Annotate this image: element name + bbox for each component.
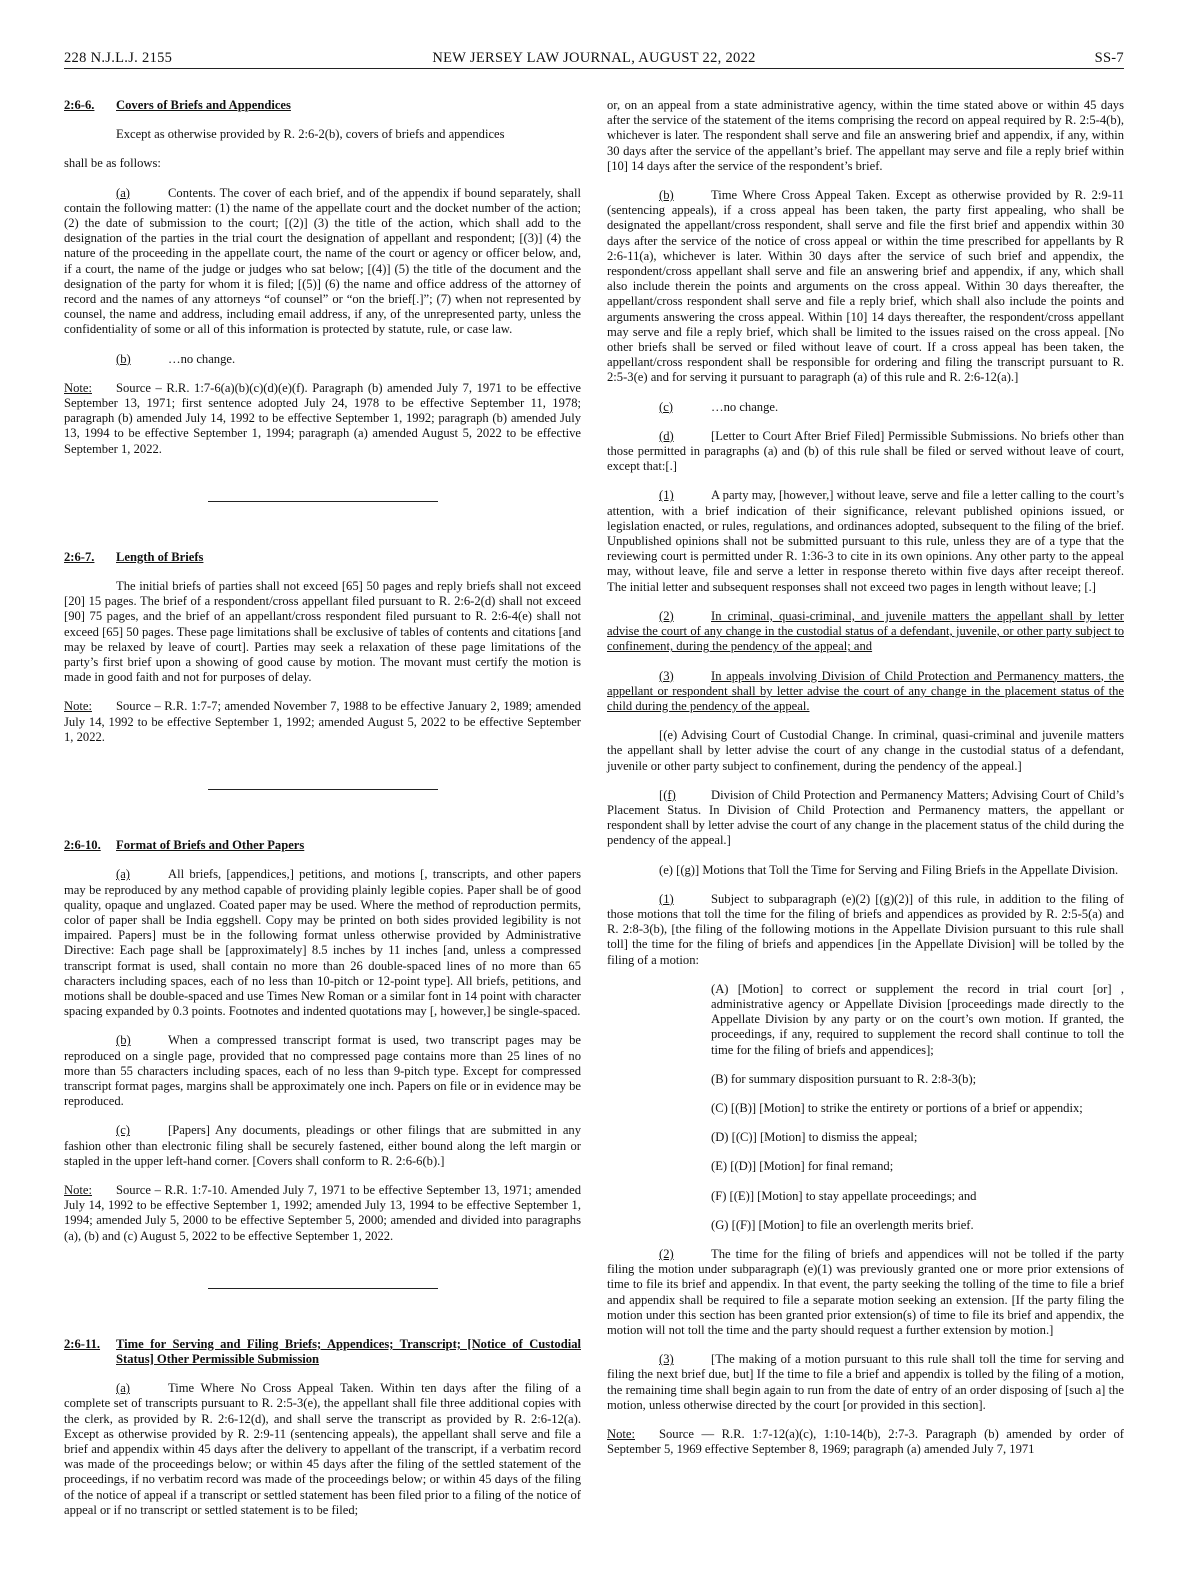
paragraph-d-2: (2) In criminal, quasi-criminal, and juvenile matters the appellant shall by letter advise the court of any change in the custodial status of a defendant, juvenile, or other party subject to confinement, during the pendency of the appeal; and xyxy=(607,608,1124,654)
left-column xyxy=(64,98,581,1532)
paragraph-c: (c) …no change. xyxy=(659,399,779,414)
page-header xyxy=(64,50,1124,69)
paragraph-e-deleted: [(e) Advising Court of Custodial Change. In criminal, quasi-criminal and juvenile matters the appellant shall by letter advise the court of any change in the custodial status of a defendant, juvenile or other party subject to confinement, during the pendency of the appeal.] xyxy=(607,728,1124,773)
header-page-number: SS-7 xyxy=(1094,50,1124,66)
section-intro-continued: shall be as follows: xyxy=(64,156,161,171)
paragraph-b: (b) …no change. xyxy=(116,351,236,366)
paragraph-d: (d) [Letter to Court After Brief Filed] Permissible Submissions. No briefs other than those permitted in paragraphs (a) and (b) of this rule shall be filed or served without leave of court, except that:[.] xyxy=(607,428,1124,474)
paragraph-f-deleted: [(f) Division of Child Protection and Permanency Matters; Advising Court of Child’s Placement Status. In Division of Child Protection and Permanency matters, the appellant or respondent shall by letter advise the court of any change in the placement status of the child during the pendency of the appeal.] xyxy=(607,787,1124,848)
paragraph-d-1: (1) A party may, [however,] without leave, serve and file a letter calling to the court’s attention, with a brief indication of their significance, relevant published opinions issued, or legislation enacted, or rules, regulations, and ordinances adopted, subsequent to the filing of the brief. Unpublished opinions shall not be submitted pursuant to this rule, unless they are of a type that the reviewing court is permitted under R. 1:36-3 to cite in its own opinions. Any other party to the appeal may, without leave, file and serve a letter in response thereto within five days after receipt thereof. The initial letter and subsequent responses shall not exceed two pages in length without leave; [.] xyxy=(607,488,1124,594)
section-note: Note: Source – R.R. 1:7-10. Amended July 7, 1971 to be effective September 13, 1971; amended July 14, 1992 to be effective September 1, 1992; amended July 13, 1994 to be effective September 1, 1994; amended July 5, 2000 to be effective September 5, 2000; amended and divided into paragraphs (a), (b) and (c) August 5, 2022 to be effective September 1, 2022. xyxy=(64,1182,581,1243)
list-item: (D) [(C)] [Motion] to dismiss the appeal; xyxy=(711,1130,918,1145)
list-item: (A) [Motion] to correct or supplement the record in trial court [or] , administrative agency or Appellate Division [proceedings made directly to the Appellate Division by any party or on the court’s own motion. If granted, the proceedings, if any, required to supplement the record shall continue to toll the time for the filing of briefs and appendices]; xyxy=(711,981,1124,1057)
paragraph-e-3: (3) [The making of a motion pursuant to this rule shall toll the time for serving and filing the next brief due, but] If the time to file a brief and appendix is tolled by the filing of a motion, the remaining time shall begin again to run from the date of entry of an order disposing of [such a] the motion, unless otherwise directed by the court [or provided in this section]. xyxy=(607,1352,1124,1412)
section-divider xyxy=(208,1288,438,1289)
paragraph-e-heading: (e) [(g)] Motions that Toll the Time for Serving and Filing Briefs in the Appellate Division. xyxy=(659,862,1119,877)
section-heading-2-6-10: 2:6-10. Format of Briefs and Other Papers xyxy=(64,838,305,853)
paragraph-d-3: (3) In appeals involving Division of Child Protection and Permanency matters, the appellant or respondent shall by letter advise the court of any change in the placement status of the child during the pendency of the appeal. xyxy=(607,668,1124,713)
header-publication: NEW JERSEY LAW JOURNAL, AUGUST 22, 2022 xyxy=(432,50,756,66)
section-note: Note: Source – R.R. 1:7-6(a)(b)(c)(d)(e)(f). Paragraph (b) amended July 7, 1971 to be effective September 13, 1971; first sentence adopted July 24, 1978 to be effective September 11, 1978; paragraph (b) amended July 14, 1992 to be effective September 1, 1992; paragraph (b) amended July 13, 1994 to be effective September 1, 1994; paragraph (a) amended August 5, 2022 to be effective September 1, 2022. xyxy=(64,380,581,456)
list-item: (F) [(E)] [Motion] to stay appellate proceedings; and xyxy=(711,1188,977,1203)
paragraph-a-continued: or, on an appeal from a state administrative agency, within the time stated above or within 45 days after the service of the statement of the items comprising the record on appeal required by R. 2:5-4(b), whichever is later. The respondent shall serve and file an answering brief and appendix, if any, within 30 days after the service of the appellant’s brief. The appellant may serve and file a reply brief within [10] 14 days after the service of the respondent’s brief. xyxy=(607,98,1124,173)
section-heading-2-6-7: 2:6-7. Length of Briefs xyxy=(64,549,204,564)
section-heading-2-6-11: 2:6-11. Time for Serving and Filing Briefs; Appendices; Transcript; [Notice of Custodial Status] Other Permissible Submission xyxy=(64,1336,581,1366)
paragraph-a: (a) Contents. The cover of each brief, and of the appendix if bound separately, shall contain the following matter: (1) the name of the appellate court and the docket number of the action; (2) the date of submission to the court; [(2)] (3) the title of the action, which shall add to the designation of the parties in the trial court the designation of appellant and respondent; [(3)] (4) the nature of the proceeding in the appellate court, the name of the court or agency or officer below, and, if a court, the name of the judge or judges who sat below; [(4)] (5) the title of the document and the designation of the party for whom it is filed; [(5)] (6) the name and office address of the attorney of record and the names of any attorneys “of counsel” or “on the brief[.]”; (7) when not represented by counsel, the name and address, including email address, if any, of the unrepresented party, unless the confidentiality of some or all of this information is protected by statute, rule, or case law. xyxy=(64,185,581,337)
paragraph-a: (a) Time Where No Cross Appeal Taken. Within ten days after the filing of a complete set of transcripts pursuant to R. 2:5-3(e), the appellant shall file three additional copies with the clerk, as provided by R. 2:6-12(d), and shall serve the transcript as provided by R. 2:6-12(a). Except as otherwise provided by R. 2:9-11 (sentencing appeals), the appellant shall serve and file a brief and appendix within 45 days after the delivery to appellant of the transcript, if a verbatim record was made of the proceedings below; or within 45 days after the filing of the settled statement of the proceedings, if no verbatim record was made of the proceedings below; or within 45 days of the filing of the notice of appeal if a transcript or settled statement has been filed prior to a filing of the notice of appeal or if no transcript or settled statement is to be filed; xyxy=(64,1381,581,1517)
paragraph-e-2: (2) The time for the filing of briefs and appendices will not be tolled if the party filing the motion under subparagraph (e)(1) was previously granted one or more prior extensions of time to file its brief and appendix. In that event, the party seeking the tolling of the time to file a brief and appendix shall be required to file a separate motion seeking an extension. [If the party filing the motion under this section has been granted prior extension(s) of time to file its brief and appendix, the motion will not toll the time and the party should request a further extension by motion.] xyxy=(607,1246,1124,1337)
header-citation: 228 N.J.L.J. 2155 xyxy=(64,50,173,66)
section-heading-2-6-6: 2:6-6. Covers of Briefs and Appendices xyxy=(64,98,291,112)
paragraph-b: (b) When a compressed transcript format is used, two transcript pages may be reproduced on a single page, provided that no compressed page contains more than 25 lines of no more than 55 characters including spaces, each of no less than 9-pitch type. Except for compressed transcript format pages, margins shall be approximately one inch. Papers on file or in evidence may be reproduced. xyxy=(64,1033,581,1109)
section-divider xyxy=(208,789,438,790)
list-item: (C) [(B)] [Motion] to strike the entirety or portions of a brief or appendix; xyxy=(711,1100,1083,1115)
list-item: (B) for summary disposition pursuant to R. 2:8-3(b); xyxy=(711,1071,977,1086)
paragraph-e-1: (1) Subject to subparagraph (e)(2) [(g)(2)] of this rule, in addition to the filing of those motions that toll the time for the filing of briefs and appendices as provided by R. 2:5-5(a) and R. 2:8-3(b), [the filing of the following motions in the Appellate Division pursuant to this rule shall toll] the time for the filing of briefs and appendices [in the Appellate Division] will be tolled by the filing of a motion: xyxy=(607,891,1124,967)
section-intro: Except as otherwise provided by R. 2:6-2(b), covers of briefs and appendices xyxy=(116,127,505,142)
list-item: (G) [(F)] [Motion] to file an overlength merits brief. xyxy=(711,1217,974,1232)
paragraph-c: (c) [Papers] Any documents, pleadings or other filings that are submitted in any fashion other than electronic filing shall be securely fastened, either bound along the left margin or stapled in the upper left-hand corner. [Covers shall conform to R. 2:6-6(b).] xyxy=(64,1123,581,1168)
section-note: Note: Source — R.R. 1:7-12(a)(c), 1:10-14(b), 2:7-3. Paragraph (b) amended by order of September 5, 1969 effective September 8, 1969; paragraph (a) amended July 7, 1971 xyxy=(607,1427,1124,1457)
section-note: Note: Source – R.R. 1:7-7; amended November 7, 1988 to be effective January 2, 1989; amended July 14, 1992 to be effective September 1, 1992; amended August 5, 2022 to be effective September 1, 2022. xyxy=(64,699,581,744)
list-item: (E) [(D)] [Motion] for final remand; xyxy=(711,1159,894,1174)
section-divider xyxy=(208,501,438,502)
right-column xyxy=(607,98,1124,1471)
paragraph-b: (b) Time Where Cross Appeal Taken. Except as otherwise provided by R. 2:9-11 (sentencing appeals), if a cross appeal has been taken, the party first appealing, who shall be designated the appellant/cross respondent, shall serve and file the first brief and appendix within 30 days after the service of the notice of cross appeal or within the time prescribed for appellants by R 2:6-11(a), whichever is later. Within 30 days after the service of such brief and appendix, the respondent/cross appellant shall serve and file an answering brief and appendix, if any, which shall also include therein the points and arguments on the cross appeal. Within 30 days thereafter, the appellant/cross respondent shall serve and file a reply brief, which shall also include the points and arguments answering the cross appeal. Within [10] 14 days thereafter, the respondent/cross appellant may serve and file a reply brief, which shall be limited to the issues raised on the cross appeal. [No other briefs shall be served or filed without leave of court. If a cross appeal has been taken, the appellant/cross respondent shall be responsible for ordering and filing the transcript pursuant to R. 2:5-3(e) and for serving it pursuant to paragraph (a) of this rule and R. 2:6-12(a).] xyxy=(607,188,1124,385)
section-body: The initial briefs of parties shall not exceed [65] 50 pages and reply briefs shall not exceed [20] 15 pages. The brief of a respondent/cross appellant filed pursuant to R. 2:6-2(d) shall not exceed [90] 75 pages, and the brief of an appellant/cross respondent filed pursuant to R. 2:6-4(e) shall not exceed [65] 50 pages. These page limitations shall be exclusive of tables of contents and citations [and may be relaxed by leave of court]. Parties may seek a relaxation of these page limitations of the party’s first brief upon a showing of good cause by motion. The movant must certify the motion is made in good faith and not for purposes of delay. xyxy=(64,579,582,685)
paragraph-a: (a) All briefs, [appendices,] petitions, and motions [, transcripts, and other papers may be reproduced by any method capable of providing plainly legible copies. Paper shall be of good quality, opaque and unglazed. Coated paper may be used. Where the method of reproduction permits, color of paper shall be India eggshell. Copy may be printed on both sides provided legibility is not impaired. Papers] must be in the following format unless otherwise provided by Administrative Directive: Each page shall be [approximately] 8.5 inches by 11 inches [and, unless a compressed transcript format is used, shall contain no more than 26 double-spaced lines of no more than 65 characters including spaces, each of no less than 10-pitch or 12-point type]. All briefs, petitions, and motions shall be double-spaced and use Times New Roman or a similar font in 14 point with character spacing expanded by 0.3 points. Footnotes and indented quotations may [, however,] be single-spaced. xyxy=(64,867,581,1019)
